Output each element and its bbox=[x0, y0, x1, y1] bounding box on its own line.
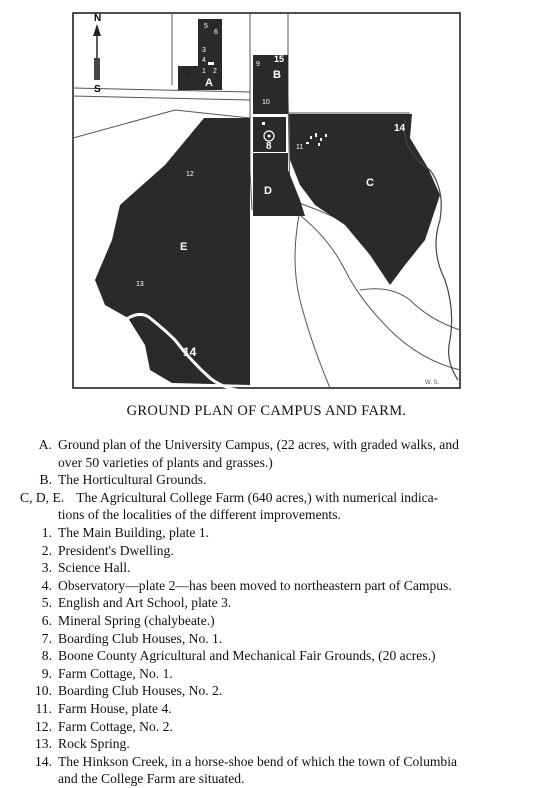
legend-item-5: 5. English and Art School, plate 3. bbox=[41, 595, 232, 611]
map-legend bbox=[18, 436, 523, 788]
site-11: 11 bbox=[296, 144, 304, 151]
legend-item-3: 3. Science Hall. bbox=[41, 560, 131, 576]
site-13: 13 bbox=[136, 281, 144, 288]
label-a: A bbox=[205, 77, 213, 89]
label-b: B bbox=[273, 69, 281, 81]
label-e: E bbox=[180, 241, 188, 253]
site-5: 5 bbox=[204, 23, 208, 30]
legend-item-1: 1. The Main Building, plate 1. bbox=[41, 524, 210, 540]
legend-item-12: 12. Farm Cottage, No. 2. bbox=[35, 718, 173, 734]
site-15: 15 bbox=[274, 54, 285, 64]
legend-item-a: A. Ground plan of the University Campus, (22 acres, with graded walks, and bbox=[38, 437, 459, 452]
legend-item-a-cont: over 50 varieties of plants and grasses.) bbox=[58, 454, 273, 470]
legend-item-2: 2. President's Dwelling. bbox=[41, 542, 174, 558]
legend-item-7: 7. Boarding Club Houses, No. 1. bbox=[41, 630, 223, 646]
legend-item-14-cont: and the College Farm are situated. bbox=[58, 771, 245, 787]
legend-item-8: 8. Boone County Agricultural and Mechanical Fair Grounds, (20 acres.) bbox=[41, 648, 436, 664]
map-caption: GROUND PLAN OF CAMPUS AND FARM. bbox=[126, 403, 407, 419]
site-9: 9 bbox=[256, 61, 260, 68]
legend-item-6: 6. Mineral Spring (chalybeate.) bbox=[41, 612, 215, 628]
legend-item-cde: C, D, E. The Agricultural College Farm (640 acres,) with numerical indica- bbox=[20, 489, 439, 505]
site-2: 2 bbox=[213, 68, 217, 75]
site-12: 12 bbox=[186, 171, 194, 178]
legend-item-10: 10. Boarding Club Houses, No. 2. bbox=[35, 683, 223, 699]
legend-item-14: 14. The Hinkson Creek, in a horse-shoe bend of which the town of Columbia bbox=[35, 753, 458, 769]
legend-item-4: 4. Observatory—plate 2—has been moved to northeastern part of Campus. bbox=[41, 577, 452, 593]
label-c: C bbox=[366, 177, 374, 189]
legend-item-9: 9. Farm Cottage, No. 1. bbox=[41, 665, 173, 681]
label-8: 8 bbox=[266, 141, 272, 152]
site-1: 1 bbox=[202, 68, 206, 75]
site-4: 4 bbox=[202, 57, 206, 64]
legend-item-cde-cont: tions of the localities of the different improvements. bbox=[58, 507, 341, 523]
site-7: 7 bbox=[186, 73, 190, 80]
engraver-signature: W. S. bbox=[425, 380, 440, 386]
site-6: 6 bbox=[214, 29, 218, 36]
label-d: D bbox=[264, 185, 272, 197]
compass-north-label: N bbox=[94, 13, 102, 24]
legend-item-11: 11. Farm House, plate 4. bbox=[35, 700, 172, 716]
label-14-e: 14 bbox=[183, 345, 197, 359]
site-3: 3 bbox=[202, 47, 206, 54]
label-14-c: 14 bbox=[394, 123, 406, 134]
legend-item-13: 13. Rock Spring. bbox=[35, 736, 130, 752]
site-10: 10 bbox=[262, 99, 270, 106]
legend-item-b: B. The Horticultural Grounds. bbox=[39, 472, 207, 488]
compass-south-label: S bbox=[94, 84, 101, 95]
